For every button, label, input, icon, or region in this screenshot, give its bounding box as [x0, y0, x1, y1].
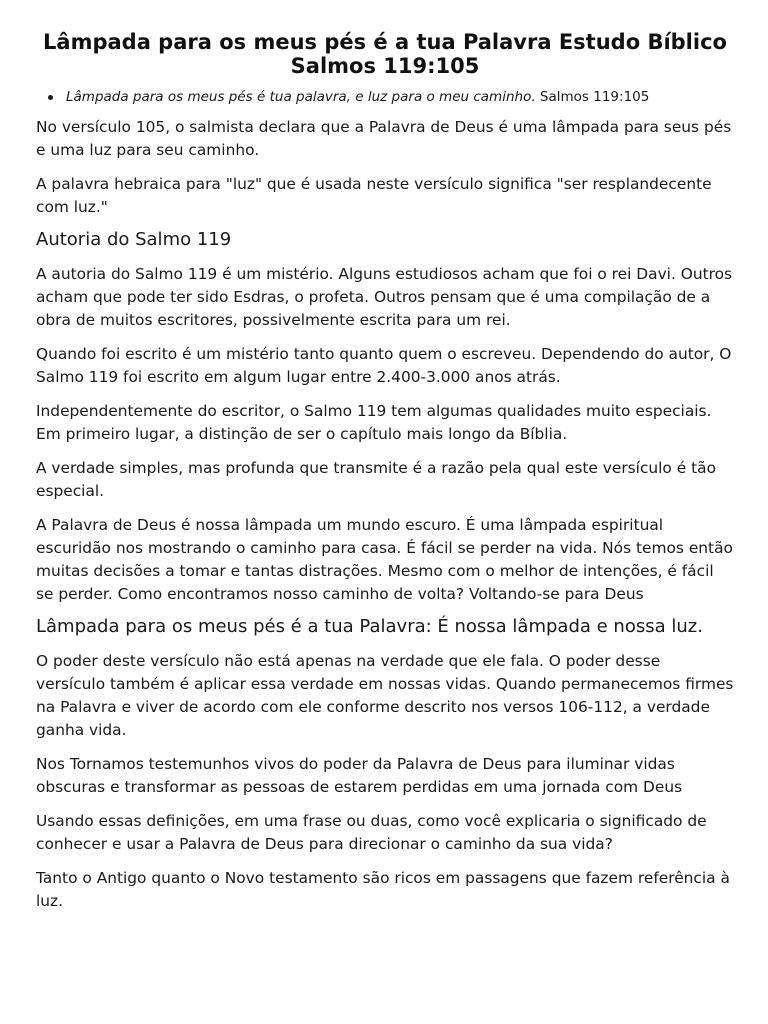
lamp-paragraph-1: O poder deste versículo não está apenas na verdade que ele fala. O poder desse versículo também é aplicar essa verdade em nossas vidas. Quando permanecemos firmes na Palavra e viver de acordo com ele conforme descrito nos versos 106-112, a verdade ganha vida. — [36, 652, 734, 739]
verse-text: Lâmpada para os meus pés é tua palavra, e luz para o meu caminho. — [66, 89, 536, 105]
authorship-paragraph-1: A autoria do Salmo 119 é um mistério. Alguns estudiosos acham que foi o rei Davi. Outros acham que pode ter sido Esdras, o profeta. Outros pensam que é uma compilação de a obra de muitos escritores, possivelmente escrita para um rei. — [36, 265, 733, 329]
verse-quote — [48, 88, 734, 106]
document-title: Lâmpada para os meus pés é a tua Palavra Estudo Bíblico Salmos 119:105 — [43, 30, 727, 78]
authorship-paragraph-3: Independentemente do escritor, o Salmo 119 tem algumas qualidades muito especiais. Em primeiro lugar, a distinção de ser o capítulo mais longo da Bíblia. — [36, 402, 712, 443]
section-heading-authorship: Autoria do Salmo 119 — [36, 229, 232, 250]
section-heading-lamp: Lâmpada para os meus pés é a tua Palavra: É nossa lâmpada e nossa luz. — [36, 616, 703, 637]
verse-list — [36, 88, 734, 106]
intro-paragraph-1: No versículo 105, o salmista declara que a Palavra de Deus é uma lâmpada para seus pés e uma luz para seu caminho. — [36, 118, 732, 159]
lamp-paragraph-3: Usando essas definições, em uma frase ou duas, como você explicaria o significado de conhecer e usar a Palavra de Deus para direcionar o caminho da sua vida? — [36, 812, 707, 853]
intro-paragraph-2: A palavra hebraica para "luz" que é usada neste versículo significa "ser resplandecente com luz." — [36, 175, 712, 216]
lamp-paragraph-4: Tanto o Antigo quanto o Novo testamento são ricos em passagens que fazem referência à luz. — [36, 869, 730, 910]
authorship-paragraph-5: A Palavra de Deus é nossa lâmpada um mundo escuro. É uma lâmpada espiritual escuridão nos mostrando o caminho para casa. É fácil se perder na vida. Nós temos então muitas decisões a tomar e tantas distrações. Mesmo com o melhor de intenções, é fácil se perder. Como encontramos nosso caminho de volta? Voltando-se para Deus — [36, 516, 733, 603]
verse-reference: Salmos 119:105 — [539, 89, 650, 105]
bullet-icon — [48, 95, 53, 100]
authorship-paragraph-2: Quando foi escrito é um mistério tanto quanto quem o escreveu. Dependendo do autor, O Salmo 119 foi escrito em algum lugar entre 2.400-3.000 anos atrás. — [36, 345, 732, 386]
lamp-paragraph-2: Nos Tornamos testemunhos vivos do poder da Palavra de Deus para iluminar vidas obscuras e transformar as pessoas de estarem perdidas em uma jornada com Deus — [36, 755, 683, 796]
authorship-paragraph-4: A verdade simples, mas profunda que transmite é a razão pela qual este versículo é tão especial. — [36, 459, 716, 500]
